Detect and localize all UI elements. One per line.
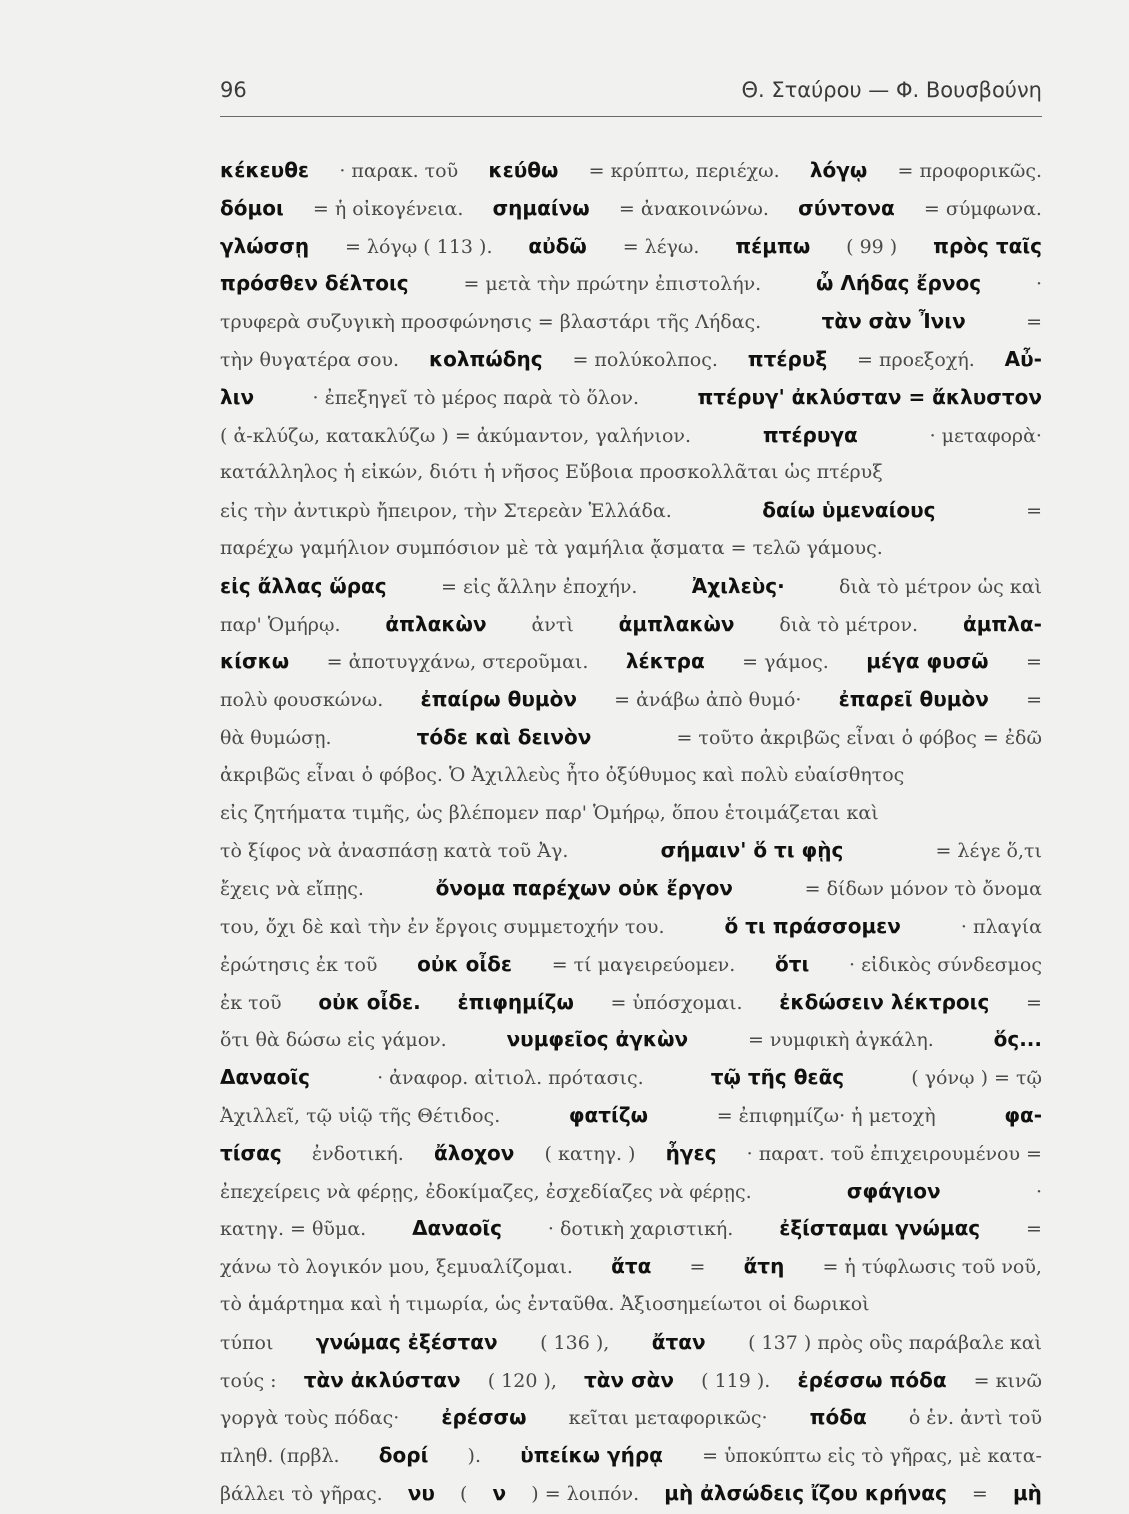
gloss-text: χάνω τὸ λογικόν μου, ξεμυαλίζομαι. [220,1256,573,1279]
gloss-text: = ἀνακοινώνω. [618,197,769,220]
gloss-text: = νυμφικὴ ἀγκάλη. [747,1029,934,1052]
lemma-term: ἦγες [665,1140,717,1165]
gloss-text: = λέγω. [622,235,700,258]
gloss-text: ἔχεις νὰ εἴπῃς. [220,878,364,901]
lemma-term: πρόσθεν δέλτοις [220,271,409,296]
lemma-term: τόδε καὶ δεινὸν [416,724,592,749]
gloss-text: · δοτικὴ χαριστική. [547,1218,734,1241]
gloss-text: παρέχω γαμήλιον συμπόσιον μὲ τὰ γαμήλια ᾄσματα = τελῶ γάμους. [220,536,883,559]
gloss-text: = [1026,651,1042,674]
gloss-text: βάλλει τὸ γῆρας. [220,1482,383,1505]
gloss-text: = ἀποτυγχάνω, στεροῦμαι. [326,651,589,674]
gloss-text: · παρατ. τοῦ ἐπιχειρουμένου = [746,1142,1042,1165]
gloss-text: ( 119 ). [701,1369,771,1392]
lemma-term: λέκτρα [625,649,705,674]
gloss-text: ἐπεχείρεις νὰ φέρῃς, ἐδοκίμαζες, ἐσχεδίαζες νὰ φέρῃς. [220,1180,752,1203]
gloss-text: = ἡ τύφλωσις τοῦ νοῦ, [822,1256,1042,1279]
lemma-term: σημαίνω [492,195,590,220]
text-line [220,568,1042,606]
text-line [220,946,1042,984]
text-line [220,1135,1042,1173]
text-line [220,870,1042,908]
lemma-term: λόγῳ [809,158,868,182]
gloss-text: ( 99 ) [846,235,898,258]
gloss-text: = εἰς ἄλλην ἐποχήν. [440,575,638,598]
lemma-term: ἄλοχον [433,1140,515,1165]
gloss-text: Ἀχιλλεῖ, τῷ υἱῷ τῆς Θέτιδος. [220,1104,501,1127]
text-line [220,1248,1042,1286]
lemma-term: ὅς... [993,1027,1042,1052]
lemma-term: ἐξίσταμαι γνώμας [779,1216,981,1241]
text-line [220,1059,1042,1097]
lemma-term: πτέρυγα [762,422,858,447]
lemma-term: νυ [407,1480,435,1505]
text-line [220,190,1042,228]
gloss-text: ἐνδοτική. [311,1142,404,1165]
page-number: 96 [220,78,247,102]
gloss-text: διὰ τὸ μέτρον ὡς καὶ [839,575,1042,598]
lemma-term: εἰς ἄλλας ὥρας [220,573,387,598]
lemma-term: τὰν σὰν [584,1367,675,1392]
gloss-text: κατηγ. = θῦμα. [220,1218,367,1241]
gloss-text: = λέγε ὅ,τι [935,840,1042,863]
lemma-term: λιν [220,384,255,409]
gloss-text: του, ὄχι δὲ καὶ τὴν ἐν ἔργοις συμμετοχήν του. [220,915,665,938]
gloss-text: πολὺ φουσκώνω. [220,689,384,712]
text-line [220,1399,1042,1437]
gloss-text: παρ' Ὁμήρῳ. [220,613,341,636]
gloss-text: ἐρώτησις ἐκ τοῦ [220,953,378,976]
gloss-text: ). [467,1445,481,1468]
lemma-term: γνώμας ἐξέσταν [315,1329,498,1354]
lemma-term: τὰν σὰν Ἶνιν [821,309,966,334]
gloss-text: = ὑπόσχομαι. [610,991,743,1014]
gloss-text: πληθ. (πρβλ. [220,1445,340,1468]
gloss-text: τὸ ἁμάρτημα καὶ ἡ τιμωρία, ὡς ἐνταῦθα. Ἀξιοσημείωτοι οἱ δωρικοὶ [220,1292,870,1315]
gloss-text: = σύμφωνα. [923,197,1042,220]
gloss-text: = [1026,311,1042,334]
lemma-term: ὦ Λήδας ἔρνος [816,271,982,296]
lemma-term: φατίζω [568,1102,649,1127]
gloss-text: · [1035,273,1042,296]
lemma-term: μέγα φυσῶ [866,649,989,674]
gloss-text: ( κατηγ. ) [544,1142,636,1165]
text-line [220,757,1042,795]
lemma-term: τὰν ἀκλύσταν [303,1367,461,1392]
lemma-term: ἐκδώσειν λέκτροις [779,989,990,1014]
gloss-text: εἰς τὴν ἀντικρὺ ἤπειρον, τὴν Στερεὰν Ἑλλάδα. [220,500,672,523]
text-line [220,1097,1042,1135]
gloss-text: ( 136 ), [540,1331,610,1354]
gloss-text: κεῖται μεταφορικῶς· [568,1407,768,1430]
gloss-text: · πλαγία [960,915,1042,938]
lemma-term: Δαναοῖς [412,1216,503,1241]
lemma-term: οὐκ οἶδε [417,951,512,976]
gloss-text: τύποι [220,1331,274,1354]
lemma-term: μὴ ἀλσώδεις ἴζου κρήνας [664,1480,947,1505]
gloss-text: = [1026,991,1042,1014]
text-line [220,1362,1042,1400]
gloss-text: = [1026,689,1042,712]
text-line [220,832,1042,870]
gloss-text: ( 120 ), [487,1369,557,1392]
lemma-term: κεύθω [488,158,559,182]
text-line [220,303,1042,341]
text-line [220,719,1042,757]
gloss-text: = κρύπτω, περιέχω. [588,160,780,182]
page-header [220,78,1042,102]
text-line [220,379,1042,417]
lemma-term: ἄτη [743,1254,785,1279]
text-line [220,1173,1042,1211]
lemma-term: Αὖ- [1004,346,1042,371]
gloss-text: = τί μαγειρεύομεν. [551,953,736,976]
gloss-text: εἰς ζητήματα τιμῆς, ὡς βλέπομεν παρ' Ὁμήρῳ, ὅπου ἑτοιμάζεται καὶ [220,801,879,824]
lemma-term: δορί [378,1443,429,1468]
gloss-text: ἀντὶ [531,613,574,636]
gloss-text: θὰ θυμώσῃ. [220,726,332,749]
text-line [220,1475,1042,1513]
text-line [220,984,1042,1022]
lemma-term: ὄνομα παρέχων οὐκ ἔργον [435,876,733,901]
text-line [220,643,1042,681]
text-line [220,681,1042,719]
lemma-term: νυμφεῖος ἀγκὼν [506,1027,689,1052]
gloss-text: ) = λοιπόν. [531,1482,640,1505]
lemma-term: γλώσσῃ [220,233,310,258]
gloss-text: = προεξοχή. [857,348,975,371]
text-line [220,152,1042,190]
gloss-text: = ἐπιφημίζω· ἡ μετοχὴ [716,1104,936,1127]
lemma-term: ἐπιφημίζω [457,989,574,1014]
text-line [220,265,1042,303]
lemma-term: σύντονα [798,195,895,220]
lemma-term: φα- [1004,1102,1042,1127]
gloss-text: · ἐπεξηγεῖ τὸ μέρος παρὰ τὸ ὅλον. [312,386,639,409]
gloss-text: ὁ ἑν. ἀντὶ τοῦ [908,1407,1042,1430]
commentary-text [220,152,1042,1513]
text-line [220,1210,1042,1248]
lemma-term: ἀμπλα- [962,611,1042,636]
gloss-text: = ὑποκύπτω εἰς τὸ γῆρας, μὲ κατα- [702,1445,1042,1468]
gloss-text: = [1026,500,1042,523]
lemma-term: ἐρέσσω [441,1405,527,1430]
gloss-text: · μεταφορὰ· [929,424,1042,447]
lemma-term: ἐρέσσω πόδα [797,1367,947,1392]
text-line [220,1286,1042,1324]
gloss-text: ὅτι θὰ δώσω εἰς γάμον. [220,1029,447,1052]
text-line [220,908,1042,946]
gloss-text: ( [460,1482,468,1505]
lemma-term: δόμοι [220,195,284,220]
gloss-text: τὴν θυγατέρα σου. [220,348,400,371]
lemma-term: ἄτα [611,1254,652,1279]
text-line [220,795,1042,833]
text-line [220,1021,1042,1059]
text-line [220,417,1042,455]
gloss-text: = τοῦτο ἀκριβῶς εἶναι ὁ φόβος = ἐδῶ [676,726,1042,749]
text-line [220,492,1042,530]
lemma-term: ὅ τι πράσσομεν [724,913,901,938]
lemma-term: κολπώδης [428,346,543,371]
gloss-text: τούς : [220,1369,277,1392]
text-line [220,341,1042,379]
lemma-term: πέμπω [735,233,811,258]
gloss-text: · παρακ. τοῦ [339,160,459,182]
gloss-text: κατάλληλος ἡ εἰκών, διότι ἡ νῆσος Εὔβοια προσκολλᾶται ὡς πτέρυξ [220,461,883,484]
lemma-term: σήμαιν' ὅ τι φῂς [660,838,844,863]
gloss-text: · [1035,1180,1042,1203]
text-line [220,1324,1042,1362]
gloss-text: = πολύκολπος. [572,348,718,371]
lemma-term: ἄταν [651,1329,706,1354]
gloss-text: = προφορικῶς. [897,160,1042,182]
gloss-text: τρυφερὰ συζυγικὴ προσφώνησις = βλαστάρι τῆς Λήδας. [220,311,762,334]
gloss-text: · ἀναφορ. αἰτιολ. πρότασις. [377,1067,644,1090]
lemma-term: ἐπαίρω θυμὸν [420,687,577,712]
lemma-term: Ἀχιλεὺς· [691,573,785,598]
gloss-text: = γάμος. [742,651,829,674]
gloss-text: ( γόνῳ ) = τῷ [911,1067,1042,1090]
text-line [220,228,1042,266]
lemma-term: σφάγιον [846,1178,941,1203]
header-rule [220,116,1042,117]
lemma-term: ὅτι [774,951,810,976]
gloss-text: ( 137 ) πρὸς οὓς παράβαλε καὶ [748,1331,1042,1354]
gloss-text: διὰ τὸ μέτρον. [779,613,919,636]
gloss-text: ( ἀ-κλύζω, κατακλύζω ) = ἀκύμαντον, γαλήνιον. [220,424,692,447]
lemma-term: ἀπλακὼν [385,611,487,636]
gloss-text: = [689,1256,706,1279]
lemma-term: πρὸς ταῖς [933,233,1042,258]
lemma-term: πτέρυξ [747,346,828,371]
lemma-term: κίσκω [220,649,290,674]
lemma-term: πόδα [809,1405,867,1430]
gloss-text: τὸ ξίφος νὰ ἀνασπάσῃ κατὰ τοῦ Ἀγ. [220,840,569,863]
gloss-text: = λόγῳ ( 113 ). [344,235,493,258]
lemma-term: μὴ [1012,1480,1042,1505]
text-line [220,606,1042,644]
gloss-text: ἀκριβῶς εἶναι ὁ φόβος. Ὁ Ἀχιλλεὺς ἦτο ὀξύθυμος καὶ πολὺ εὐαίσθητος [220,763,905,786]
gloss-text: = δίδων μόνον τὸ ὄνομα [804,878,1042,901]
text-line [220,454,1042,492]
lemma-term: ἀμπλακὼν [618,611,735,636]
lemma-term: τῷ τῆς θεᾶς [710,1065,845,1090]
text-line [220,530,1042,568]
gloss-text: = ἀνάβω ἀπὸ θυμό· [614,689,802,712]
lemma-term: κέκευθε [220,158,310,182]
lemma-term: δαίω ὑμεναίους [762,498,936,523]
lemma-term: πτέρυγ' ἀκλύσταν = ἄκλυστον [697,384,1042,409]
gloss-text: = μετὰ τὴν πρώτην ἐπιστολήν. [463,273,762,296]
lemma-term: Δαναοῖς [220,1065,310,1090]
lemma-term: ἐπαρεῖ θυμὸν [838,687,989,712]
lemma-term: τίσας [220,1140,282,1165]
lemma-term: ν [492,1480,507,1505]
gloss-text: = κινῶ [973,1369,1042,1392]
gloss-text: = [971,1482,988,1505]
lemma-term: οὐκ οἶδε. [318,989,421,1014]
gloss-text: = ἡ οἰκογένεια. [312,197,464,220]
gloss-text: ἐκ τοῦ [220,991,282,1014]
gloss-text: · εἰδικὸς σύνδεσμος [848,953,1042,976]
gloss-text: γοργὰ τοὺς πόδας· [220,1407,400,1430]
text-line [220,1437,1042,1475]
lemma-term: ὑπείκω γήρᾳ [520,1443,663,1468]
running-title: Θ. Σταύρου — Φ. Βουσβούνη [741,78,1042,102]
gloss-text: = [1026,1218,1042,1241]
lemma-term: αὐδῶ [528,233,587,258]
